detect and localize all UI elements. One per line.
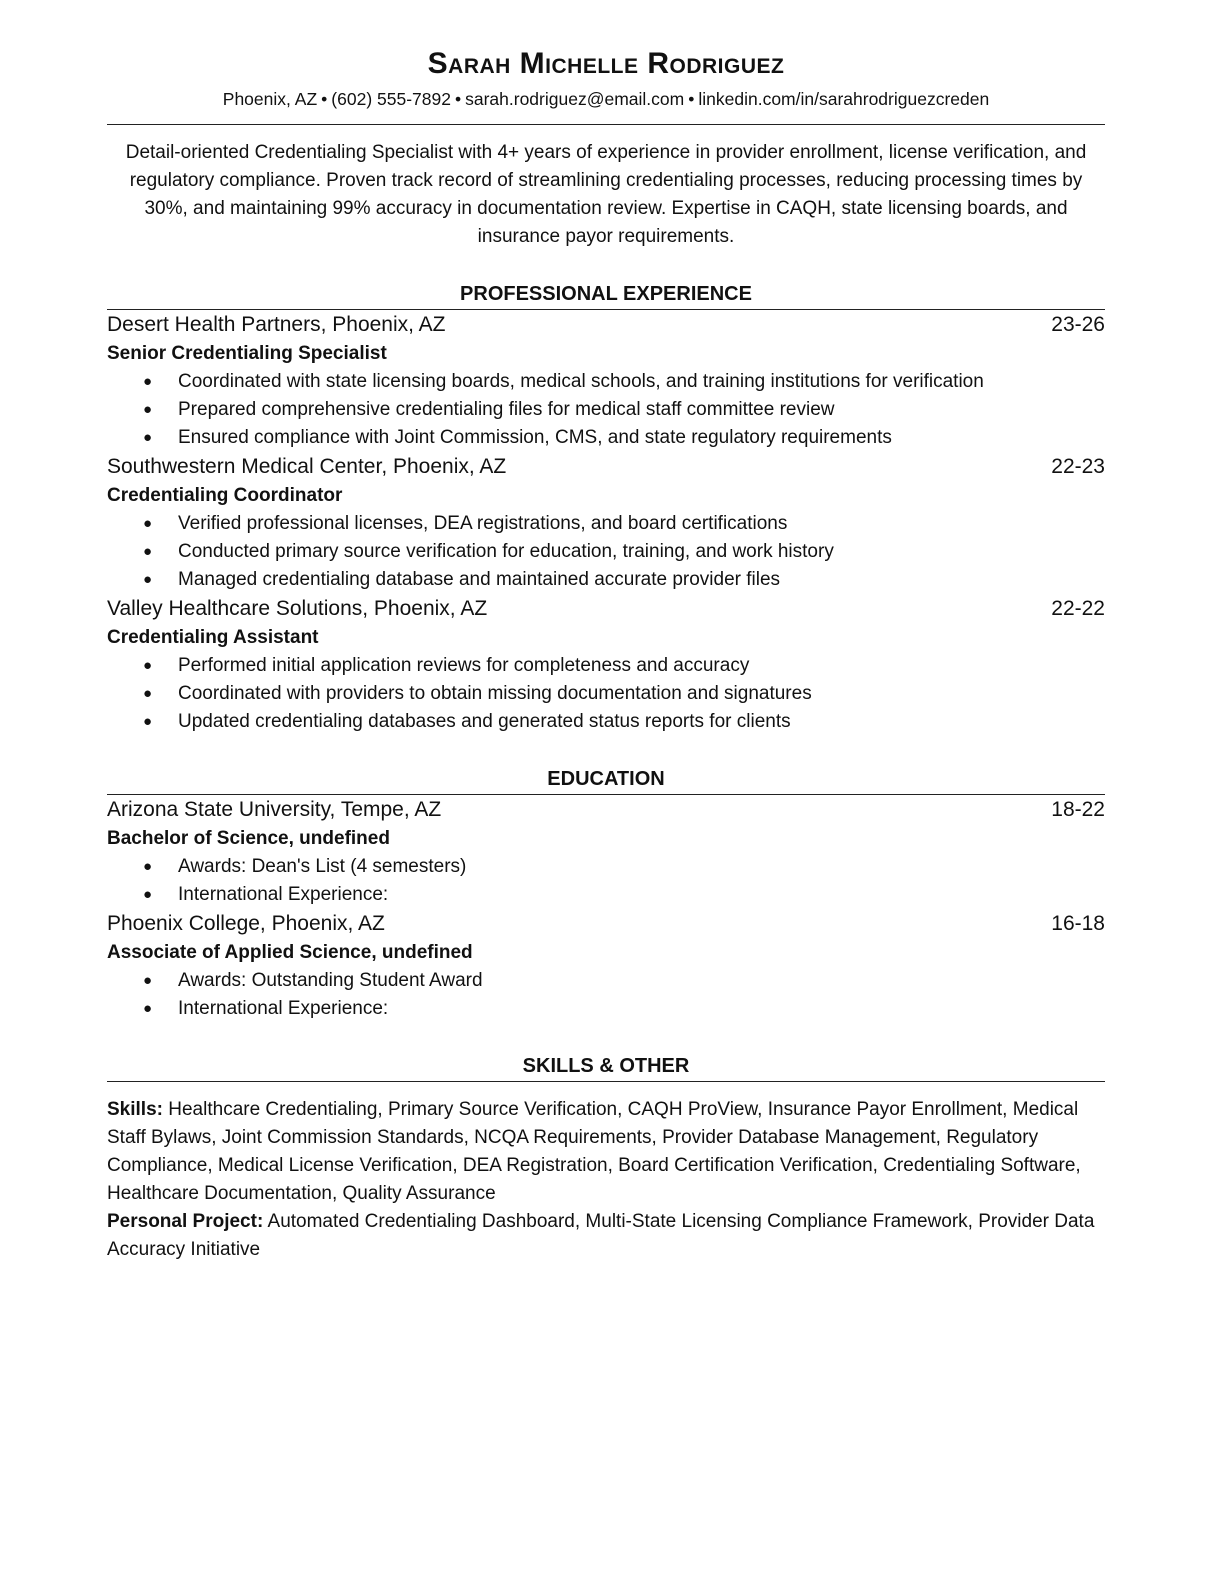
list-item xyxy=(107,424,1105,452)
bullet-icon: ● xyxy=(143,713,153,730)
entry-header xyxy=(107,594,1105,624)
section-title-education: EDUCATION xyxy=(547,768,665,790)
contact-phone: (602) 555-7892 xyxy=(331,89,451,109)
bullet-icon: ● xyxy=(143,373,153,390)
list-item xyxy=(107,652,1105,680)
degree: Associate of Applied Science, undefined xyxy=(107,942,473,963)
list-item xyxy=(107,853,1105,881)
entry-header xyxy=(107,452,1105,482)
contact-separator: • xyxy=(454,89,462,109)
list-item xyxy=(107,368,1105,396)
bullet-list xyxy=(107,967,1105,1023)
section-title-skills: SKILLS & OTHER xyxy=(522,1055,690,1077)
bullet-text: Ensured compliance with Joint Commission, CMS, and state regulatory requirements xyxy=(178,427,892,448)
skills-list: Healthcare Credentialing, Primary Source Verification, CAQH ProView, Insurance Payor Enrollment, Medical Staff Bylaws, Joint Commission Standards, NCQA Requirements, Provider Database Management, Regulatory Compliance, Medical License Verification, DEA Registration, Board Certification Verification, Credentialing Software, Healthcare Documentation, Quality Assurance xyxy=(107,1099,1081,1204)
resume-page xyxy=(107,40,1105,1264)
bullet-icon: ● xyxy=(143,886,153,903)
project-list: Automated Credentialing Dashboard, Multi-State Licensing Compliance Framework, Provider Data Accuracy Initiative xyxy=(107,1211,1095,1260)
bullet-icon: ● xyxy=(143,685,153,702)
bullet-text: International Experience: xyxy=(178,998,389,1019)
bullet-icon: ● xyxy=(143,515,153,532)
contact-location: Phoenix, AZ xyxy=(222,89,318,109)
bullet-text: Prepared comprehensive credentialing files for medical staff committee review xyxy=(178,399,835,420)
header-divider xyxy=(107,124,1105,125)
degree: Bachelor of Science, undefined xyxy=(107,828,390,849)
experience-entry xyxy=(107,452,1105,594)
entry-dates: 16-18 xyxy=(1051,912,1105,935)
bullet-icon: ● xyxy=(143,972,153,989)
education-entry xyxy=(107,909,1105,1023)
experience-entry xyxy=(107,594,1105,736)
entry-dates: 23-26 xyxy=(1051,313,1105,336)
school: Arizona State University, Tempe, AZ xyxy=(107,798,442,821)
entry-header xyxy=(107,909,1105,939)
list-item xyxy=(107,510,1105,538)
job-title: Credentialing Assistant xyxy=(107,627,319,648)
bullet-icon: ● xyxy=(143,571,153,588)
skills-paragraph xyxy=(107,1096,1105,1208)
bullet-icon: ● xyxy=(143,543,153,560)
list-item xyxy=(107,995,1105,1023)
contact-linkedin: linkedin.com/in/sarahrodriguezcreden xyxy=(698,89,990,109)
school: Phoenix College, Phoenix, AZ xyxy=(107,912,385,935)
list-item xyxy=(107,396,1105,424)
professional-summary: Detail-oriented Credentialing Specialist with 4+ years of experience in provider enrollment, license verification, and regulatory compliance. Proven track record of streamlining credentialing processes, reducing processing times by 30%, and maintaining 99% accuracy in documentation review. Expertise in CAQH, state licensing boards, and insurance payor requirements. xyxy=(125,142,1087,247)
bullet-icon: ● xyxy=(143,401,153,418)
skills-label: Skills: xyxy=(107,1099,163,1120)
entry-header xyxy=(107,310,1105,340)
contact-separator: • xyxy=(321,89,328,109)
bullet-text: Coordinated with state licensing boards, medical schools, and training institutions for verification xyxy=(178,371,984,392)
bullet-text: Verified professional licenses, DEA registrations, and board certifications xyxy=(178,513,788,534)
education-entry xyxy=(107,795,1105,909)
list-item xyxy=(107,566,1105,594)
bullet-text: Awards: Dean's List (4 semesters) xyxy=(178,856,467,877)
bullet-text: Awards: Outstanding Student Award xyxy=(178,970,483,991)
bullet-icon: ● xyxy=(143,429,153,446)
project-paragraph xyxy=(107,1208,1105,1264)
bullet-icon: ● xyxy=(143,858,153,875)
bullet-list xyxy=(107,368,1105,452)
contact-email: sarah.rodriguez@email.com xyxy=(465,89,685,109)
job-title: Credentialing Coordinator xyxy=(107,485,343,506)
bullet-text: International Experience: xyxy=(178,884,389,905)
section-title-experience: PROFESSIONAL EXPERIENCE xyxy=(460,283,752,305)
list-item xyxy=(107,967,1105,995)
entry-dates: 22-22 xyxy=(1051,597,1105,620)
list-item xyxy=(107,680,1105,708)
experience-entry xyxy=(107,310,1105,452)
employer: Southwestern Medical Center, Phoenix, AZ xyxy=(107,455,507,478)
bullet-list xyxy=(107,510,1105,594)
bullet-text: Coordinated with providers to obtain missing documentation and signatures xyxy=(178,683,812,704)
contact-line xyxy=(107,88,1105,110)
entry-dates: 22-23 xyxy=(1051,455,1105,478)
bullet-text: Updated credentialing databases and generated status reports for clients xyxy=(178,711,791,732)
bullet-list xyxy=(107,853,1105,909)
list-item xyxy=(107,538,1105,566)
entry-dates: 18-22 xyxy=(1051,798,1105,821)
employer: Valley Healthcare Solutions, Phoenix, AZ xyxy=(107,597,488,620)
employer: Desert Health Partners, Phoenix, AZ xyxy=(107,313,446,336)
skills-block xyxy=(107,1096,1105,1264)
bullet-text: Performed initial application reviews for completeness and accuracy xyxy=(178,655,750,676)
bullet-icon: ● xyxy=(143,1000,153,1017)
section-divider xyxy=(107,1081,1105,1082)
bullet-list xyxy=(107,652,1105,736)
job-title: Senior Credentialing Specialist xyxy=(107,343,387,364)
entry-header xyxy=(107,795,1105,825)
list-item xyxy=(107,881,1105,909)
list-item xyxy=(107,708,1105,736)
contact-separator: • xyxy=(688,89,695,109)
bullet-text: Conducted primary source verification for education, training, and work history xyxy=(178,541,834,562)
bullet-icon: ● xyxy=(143,657,153,674)
project-label: Personal Project: xyxy=(107,1211,264,1232)
candidate-name: Sarah Michelle Rodriguez xyxy=(427,47,785,80)
bullet-text: Managed credentialing database and maintained accurate provider files xyxy=(178,569,781,590)
